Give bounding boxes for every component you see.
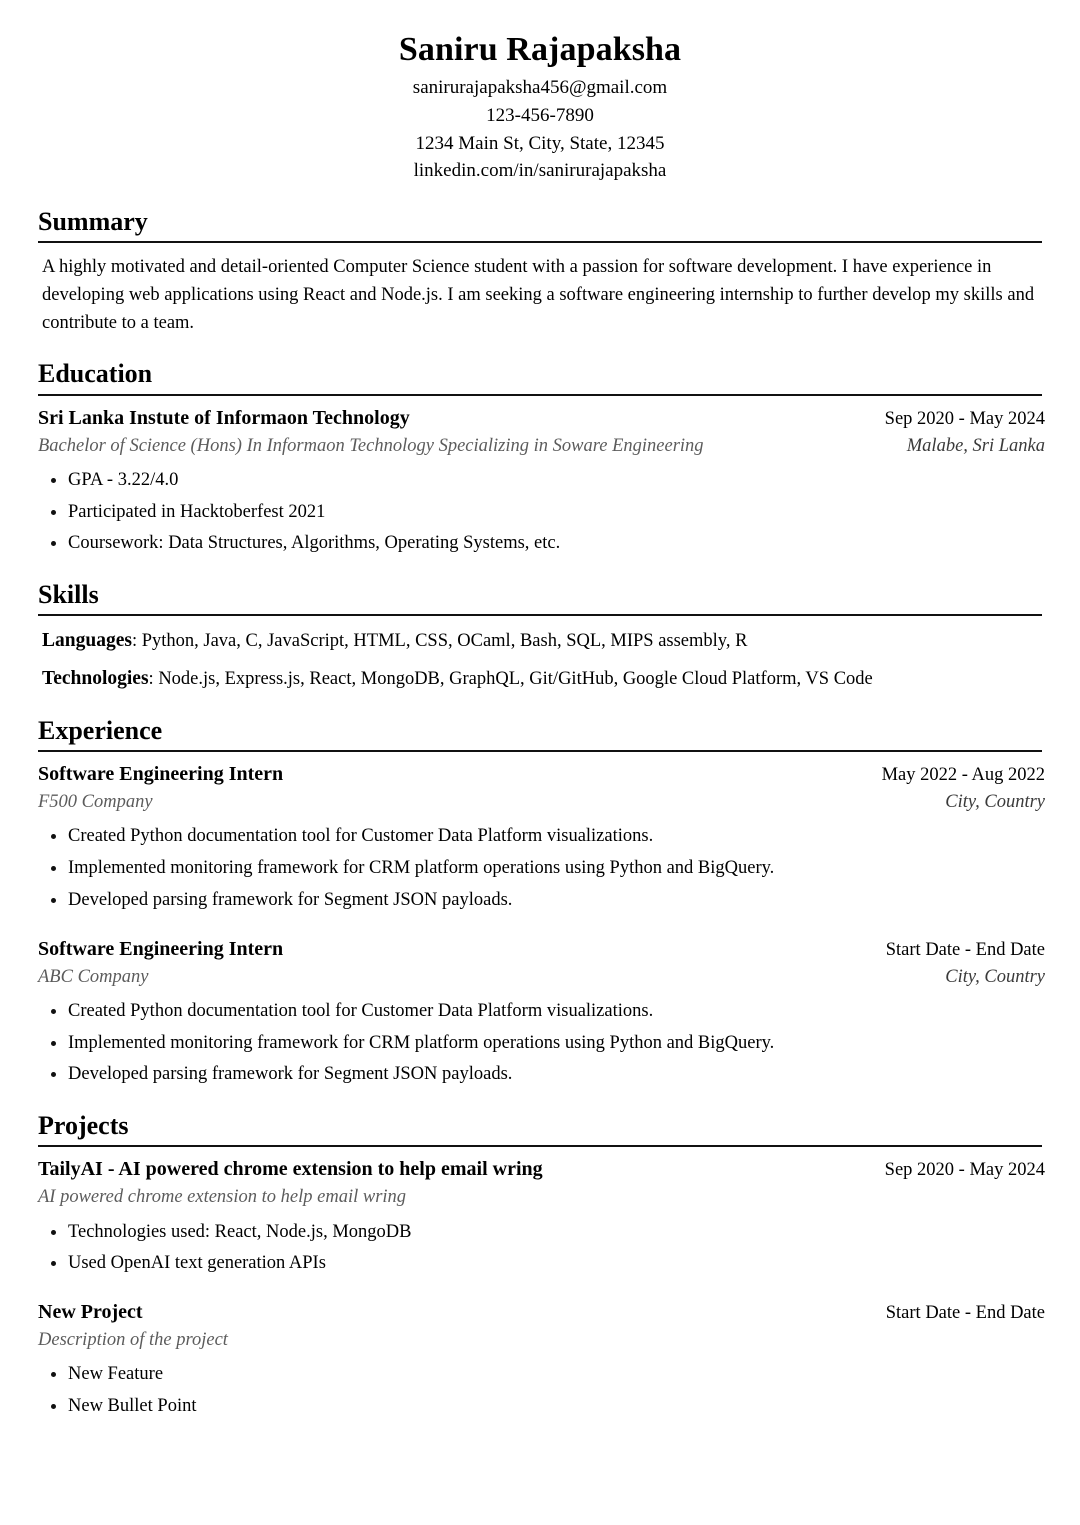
education-entry [38,406,1045,559]
section-title-skills: Skills [38,580,99,610]
section-projects [38,1111,1045,1421]
section-skills [38,580,1042,694]
contact-linkedin[interactable]: linkedin.com/in/sanirurajapaksha [413,160,667,182]
project-description: AI powered chrome extension to help email wring [38,1187,407,1208]
experience-bullet-list [38,998,1042,1089]
experience-company: F500 Company [38,792,153,813]
section-title-projects: Projects [38,1111,129,1141]
education-date: Sep 2020 - May 2024 [884,408,1045,429]
experience-location: City, Country [945,966,1045,987]
section-summary [38,207,1042,337]
section-rule [38,394,1042,396]
experience-entry-subheader [38,791,1045,813]
section-title-education: Education [38,359,153,389]
contact-phone[interactable]: 123-456-7890 [486,104,594,126]
project-date: Start Date - End Date [885,1303,1045,1324]
experience-location: City, Country [945,792,1045,813]
experience-company: ABC Company [38,966,149,987]
education-entry-subheader [38,435,1045,457]
list-item: Developed parsing framework for Segment JSON payloads. [38,887,1042,915]
project-bullet-list [38,1361,1042,1421]
list-item: Implemented monitoring framework for CRM platform operations using Python and BigQuery. [38,1030,1042,1058]
section-experience [38,715,1045,1089]
project-description: Description of the project [38,1330,228,1351]
experience-date: May 2022 - Aug 2022 [881,764,1045,785]
summary-text: A highly motivated and detail-oriented Computer Science student with a passion for software development. I have experience in developing web applications using React and Node.js. I am seeking a software engineering internship to further develop my skills and contribute to a team. [42,257,1035,334]
contact-address: 1234 Main St, City, State, 12345 [415,132,665,154]
experience-entry-header [38,762,1045,786]
skills-label: Technologies [42,667,149,689]
project-date: Sep 2020 - May 2024 [884,1160,1045,1181]
experience-entry-subheader [38,966,1045,988]
experience-entry [38,762,1045,915]
project-entry-subheader [38,1329,1045,1351]
list-item: Coursework: Data Structures, Algorithms, Operating Systems, etc. [38,530,1042,558]
list-item: Technologies used: React, Node.js, MongoDB [38,1219,1042,1247]
project-entry [38,1157,1045,1278]
education-institution: Sri Lanka Instute of Informaon Technology [38,406,410,429]
list-item: Developed parsing framework for Segment JSON payloads. [38,1061,1042,1089]
project-name: TailyAI - AI powered chrome extension to help email wring [38,1158,543,1181]
project-bullet-list [38,1219,1042,1279]
section-title-summary: Summary [38,207,148,237]
project-entry-header [38,1157,1045,1181]
skills-label: Languages [42,630,132,652]
list-item: Participated in Hacktoberfest 2021 [38,499,1042,527]
section-education [38,359,1045,558]
education-location: Malabe, Sri Lanka [906,435,1045,456]
list-item: Used OpenAI text generation APIs [38,1250,1042,1278]
project-entry [38,1300,1045,1421]
contact-email[interactable]: sanirurajapaksha456@gmail.com [412,77,668,99]
section-rule [38,241,1042,243]
skills-value: Python, Java, C, JavaScript, HTML, CSS, OCaml, Bash, SQL, MIPS assembly, R [141,631,748,652]
section-rule [38,1145,1042,1147]
experience-role: Software Engineering Intern [38,762,284,785]
experience-date: Start Date - End Date [885,939,1045,960]
experience-entry [38,937,1045,1090]
skills-row-technologies [42,664,1042,694]
education-entry-header [38,406,1045,430]
list-item: GPA - 3.22/4.0 [38,467,1042,495]
list-item: Created Python documentation tool for Customer Data Platform visualizations. [38,823,1042,851]
list-item: New Bullet Point [38,1393,1042,1421]
skills-row-languages [42,626,1042,656]
resume-header [38,30,1042,185]
skills-value: Node.js, Express.js, React, MongoDB, GraphQL, Git/GitHub, Google Cloud Platform, VS Code [158,668,873,689]
experience-role: Software Engineering Intern [38,937,284,960]
section-rule [38,750,1042,752]
list-item: Created Python documentation tool for Customer Data Platform visualizations. [38,998,1042,1026]
section-title-experience: Experience [38,715,163,745]
experience-bullet-list [38,823,1042,914]
list-item: Implemented monitoring framework for CRM platform operations using Python and BigQuery. [38,855,1042,883]
skills-separator: : [148,668,154,689]
project-entry-header [38,1300,1045,1324]
project-entry-subheader [38,1186,1045,1208]
list-item: New Feature [38,1361,1042,1389]
education-degree: Bachelor of Science (Hons) In Informaon Technology Specializing in Soware Engineering [38,435,704,456]
section-rule [38,614,1042,616]
experience-entry-header [38,937,1045,961]
project-name: New Project [38,1301,143,1324]
education-bullet-list [38,467,1042,558]
skills-separator: : [131,631,138,652]
candidate-name: Saniru Rajapaksha [398,31,682,68]
